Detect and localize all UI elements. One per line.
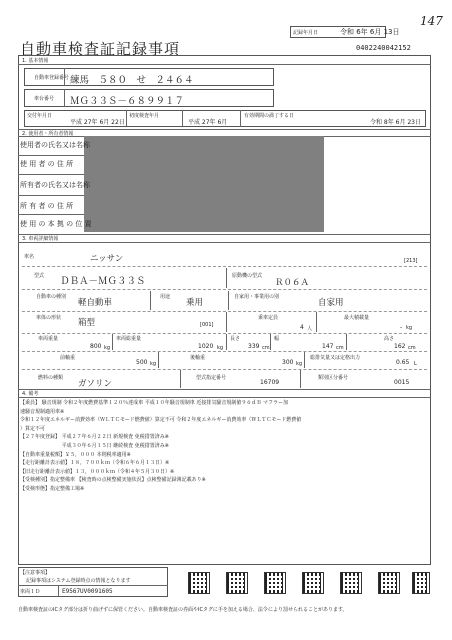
owner-row-4-label: 使 用 の 本 拠 の 位 置	[20, 220, 92, 228]
qr-code-icon	[340, 572, 362, 594]
sec1-header: 1. 基本情報	[22, 58, 49, 64]
expiry-date: 令和 8年 6月 23日	[370, 119, 421, 126]
record-date: 令和 6年 6月 13日	[340, 28, 400, 36]
remarks-line: 【自動車重量税額】￥５，０００ 本則税率適用※	[20, 451, 131, 458]
remarks-line: 平成３０年６月１５日 継続検査 免税措置済み※	[20, 442, 169, 449]
remarks-line: 【旧走行距離計表示値】１３，０００ｋｍ（令和４年５月３０日）※	[20, 468, 175, 475]
height: 162	[394, 343, 406, 350]
height-label: 高さ	[384, 336, 395, 342]
qr-code-icon	[264, 572, 286, 594]
remarks-line: 【２７年度登録】 平成２７年６月２２日 新規検査 免税措置済み※	[20, 434, 169, 441]
use-label: 用途	[160, 294, 171, 300]
qr-code-icon	[302, 572, 324, 594]
model-label: 型式	[34, 273, 45, 279]
model: ＤＢＡ－ＭＧ３３Ｓ	[60, 276, 146, 287]
remarks-line: 【受検形態】指定整備工場※	[20, 485, 85, 492]
owner-row-0-label: 使用者の氏名又は名称	[20, 141, 90, 149]
displacement-unit: L	[414, 361, 417, 367]
chassis-number: ＭＧ３３Ｓ－６８９９１７	[70, 96, 185, 107]
gross-weight: 1020	[198, 343, 214, 350]
weight-unit: kg	[104, 345, 111, 351]
engine-label: 原動機の型式	[232, 273, 263, 279]
vehicle-type-label: 自動車の種別	[36, 294, 67, 300]
maker-code: [213]	[404, 258, 418, 264]
maker-label: 車名	[24, 254, 35, 260]
bottom-note: 自動車検査証のICタグ部分は折り曲げずに保管ください。自動車検査証の券面やICタグに手を加える場合、法令により罰せられることがあります。	[18, 607, 348, 613]
use: 乗用	[186, 298, 204, 308]
redacted-owner-info	[84, 136, 324, 232]
issue-date-label: 交付年月日	[27, 113, 53, 119]
length: 339	[248, 343, 260, 350]
remarks-line: 【乗員】 騒音規制 令和２年度燃費基準１２０％達成車 平成１０年騒音規制車 近接排気騒音規制値９６ｄＢ マフラー加	[20, 400, 288, 406]
remarks-line: ）算定不可	[20, 425, 46, 432]
capacity: 4	[300, 324, 304, 331]
qr-code-icon	[412, 572, 430, 594]
notes-label: 【注意事項】	[20, 570, 51, 576]
remarks-line: 速騒音規制適用車※	[20, 408, 65, 415]
sec4-header: 4. 備考	[22, 391, 39, 397]
first-reg-label: 初度検査年月	[129, 113, 160, 119]
width-unit: cm	[336, 345, 344, 351]
body-shape-label: 車体の形状	[36, 315, 62, 321]
document-number: 0402240042152	[356, 44, 411, 52]
displacement: 0.65	[396, 359, 410, 366]
issue-date: 平成 27年 6月 22日	[70, 119, 125, 126]
capacity-label: 乗車定員	[258, 315, 279, 321]
capacity-unit: 人	[307, 326, 313, 332]
record-date-label: 記録年月日	[293, 30, 319, 36]
vehicle-weight: 800	[90, 343, 102, 350]
remarks-line: 【受検種別】指定整備車 【検査時の点検整備実施状況】点検整備記録簿記載あり※	[20, 477, 206, 484]
fuel-label: 燃料の種類	[38, 375, 64, 381]
reg-no: 練馬 ５８０ せ ２４６４	[70, 75, 194, 86]
fuel: ガソリン	[78, 379, 113, 389]
gross-weight-unit: kg	[217, 345, 224, 351]
qr-code-icon	[378, 572, 400, 594]
weight-label: 車両重量	[38, 336, 59, 342]
gross-weight-label: 車両総重量	[116, 336, 142, 342]
qr-code-icon	[188, 572, 210, 594]
rear-axle-label: 後軸重	[190, 355, 206, 361]
reg-no-label: 自動車登録番号	[34, 75, 70, 81]
handwritten-page-number: 147	[420, 14, 443, 28]
owner-row-3-label: 所 有 者 の 住 所	[20, 202, 74, 210]
max-load-unit: kg	[406, 325, 413, 331]
notes-text: 記録事項はシステム登録時点の情報となります	[26, 578, 131, 584]
owner-row-1-label: 使 用 者 の 住 所	[20, 160, 74, 168]
front-axle: 500	[136, 359, 148, 366]
engine-model: Ｒ０６Ａ	[275, 278, 310, 288]
rear-axle-unit: kg	[296, 361, 303, 367]
expiry-label: 有効期間の満了する日	[244, 113, 295, 119]
category-number: 0015	[394, 379, 410, 386]
chassis-label: 車台番号	[34, 96, 55, 102]
purpose-label: 自家用・事業用の別	[234, 294, 280, 300]
height-unit: cm	[408, 345, 416, 351]
body-shape: 箱型	[78, 318, 96, 328]
type-approval-number: 16709	[260, 379, 280, 386]
remarks-line: 令和１２年度エネルギー消費効率（ＷＬＴＣモード燃費値）算定不可 令和２年度エネルギー消費効率（ＷＬＴＣモード燃費値	[20, 417, 302, 424]
type-approval-label: 型式指定番号	[196, 375, 227, 381]
sec2-header: 2. 使用者・所有者情報	[22, 131, 74, 137]
purpose: 自家用	[318, 298, 344, 308]
body-shape-code: [001]	[200, 322, 214, 328]
max-load-label: 最大積載量	[344, 315, 370, 321]
rear-axle: 300	[282, 359, 294, 366]
width-label: 幅	[274, 336, 280, 342]
remarks-line: 【走行距離計表示値】１８，７００ｋｍ（令和６年６月１３日）※	[20, 460, 170, 467]
displacement-label: 総排気量又は定格出力	[310, 355, 361, 361]
qr-code-icon	[226, 572, 248, 594]
maker: ニッサン	[90, 254, 124, 264]
vehicle-type: 軽自動車	[78, 298, 113, 308]
sec3-header: 3. 車両詳細情報	[22, 236, 59, 242]
length-label: 長さ	[230, 336, 241, 342]
length-unit: cm	[262, 345, 270, 351]
first-reg: 平成 27年 6月	[188, 119, 228, 126]
remarks-block	[20, 399, 301, 494]
vehicle-id: E9567UV0091605	[62, 588, 113, 595]
max-load: -	[400, 324, 403, 331]
owner-row-2-label: 所有者の氏名又は名称	[20, 181, 90, 189]
document-title: 自動車検査証記録事項	[20, 40, 181, 58]
vehicle-id-label: 車両ＩＤ	[20, 589, 41, 595]
width: 147	[322, 343, 334, 350]
category-label: 類別区分番号	[318, 375, 349, 381]
front-axle-unit: kg	[150, 361, 157, 367]
front-axle-label: 前軸重	[60, 355, 76, 361]
